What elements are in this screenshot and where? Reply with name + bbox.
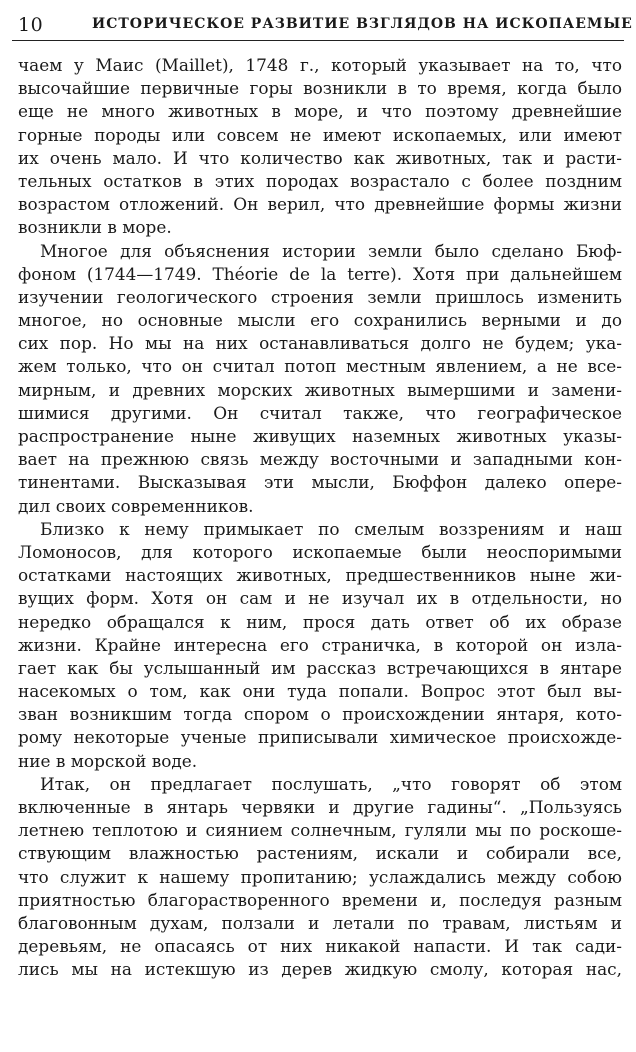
text-line: включенные в янтарь червяки и другие гадины“. „Пользуясь [18,797,622,817]
text-line: деревьям, не опасаясь от них никакой напасти. И так сади- [18,936,622,957]
text-line: многое, но основные мысли его сохранились верными и до [18,310,622,331]
page-number: 10 [18,14,44,36]
text-line: мирным, и древних морских животных вымершими и замени- [18,379,622,400]
text-line: остатками настоящих животных, предшественников ныне жи- [18,565,622,586]
text-line: гает как бы услышанный им рассказ встречающихся в янтаре [18,657,622,678]
text-line: сих пор. Но мы на них останавливаться долго не будем; ука- [18,333,622,354]
text-line: чаем у Маис (Maillet), 1748 г., который указывает на то, что [18,55,622,75]
text-line: возрастом отложений. Он верил, что древнейшие формы жизни [18,194,622,215]
body-text [18,54,622,982]
running-title: ИСТОРИЧЕСКОЕ РАЗВИТИЕ ВЗГЛЯДОВ НА ИСКОПАЕМЫЕ [92,16,633,32]
text-line: вущих форм. Хотя он сам и не изучал их в отдельности, но [18,588,622,609]
text-line: шимися другими. Он считал также, что географическое [18,402,622,423]
text-line: что служит к нашему пропитанию; услаждались между собою [18,866,622,887]
paragraph [18,518,622,773]
text-line: тинентами. Высказывая эти мысли, Бюффон далеко опере- [18,472,622,493]
text-line: рому некоторые ученые приписывали химическое происхожде- [18,727,622,748]
text-line: горные породы или совсем не имеют ископаемых, или имеют [18,124,622,145]
text-line: Близко к нему примыкает по смелым воззрениям и наш [40,518,622,539]
text-line: дил своих современников. [18,495,254,516]
text-line: жем только, что он считал потоп местным явлением, а не все- [18,356,622,377]
text-line: насекомых о том, как они туда попали. Вопрос этот был вы- [18,681,622,702]
text-line: высочайшие первичные горы возникли в то время, когда было [18,78,622,99]
text-line: зван возникшим тогда спором о происхождении янтаря, кото- [18,704,622,725]
text-line: Ломоносов, для которого ископаемые были неоспоримыми [18,541,622,562]
text-line: изучении геологического строения земли пришлось изменить [18,286,622,307]
text-line: Итак, он предлагает послушать, „что говорят об этом [40,773,622,794]
paragraph [18,240,622,518]
paragraph [18,773,622,982]
page-header [12,10,633,41]
text-line: приятностью благорастворенного времени и, последуя разным [18,889,622,910]
text-line: тельных остатков в этих породах возрастало с более поздним [18,170,622,191]
text-line: возникли в море. [18,217,172,238]
text-line: благовонным духам, ползали и летали по травам, листьям и [18,912,622,933]
paragraph [18,54,622,240]
text-line: еще не много животных в море, и что поэтому древнейшие [18,101,622,122]
text-line: жизни. Крайне интересна его страничка, в которой он изла- [18,634,622,655]
text-line: нередко обращался к ним, прося дать ответ об их образе [18,611,622,632]
text-line: летнею теплотою и сиянием солнечным, гуляли мы по роскоше- [18,820,622,841]
text-line: распространение ныне живущих наземных животных указы- [18,426,622,446]
text-line: лись мы на истекшую из дерев жидкую смолу, которая нас, [18,959,622,980]
text-line: фоном (1744—1749. Théorie de la terre). Хотя при дальнейшем [18,263,622,284]
text-line: Многое для объяснения истории земли было сделано Бюф- [40,240,622,261]
text-line: вает на прежнюю связь между восточными и западными кон- [18,449,622,470]
text-line: их очень мало. И что количество как животных, так и расти- [18,147,622,168]
text-line: ствующим влажностью растениям, искали и собирали все, [18,843,622,864]
text-line: ние в морской воде. [18,750,198,771]
